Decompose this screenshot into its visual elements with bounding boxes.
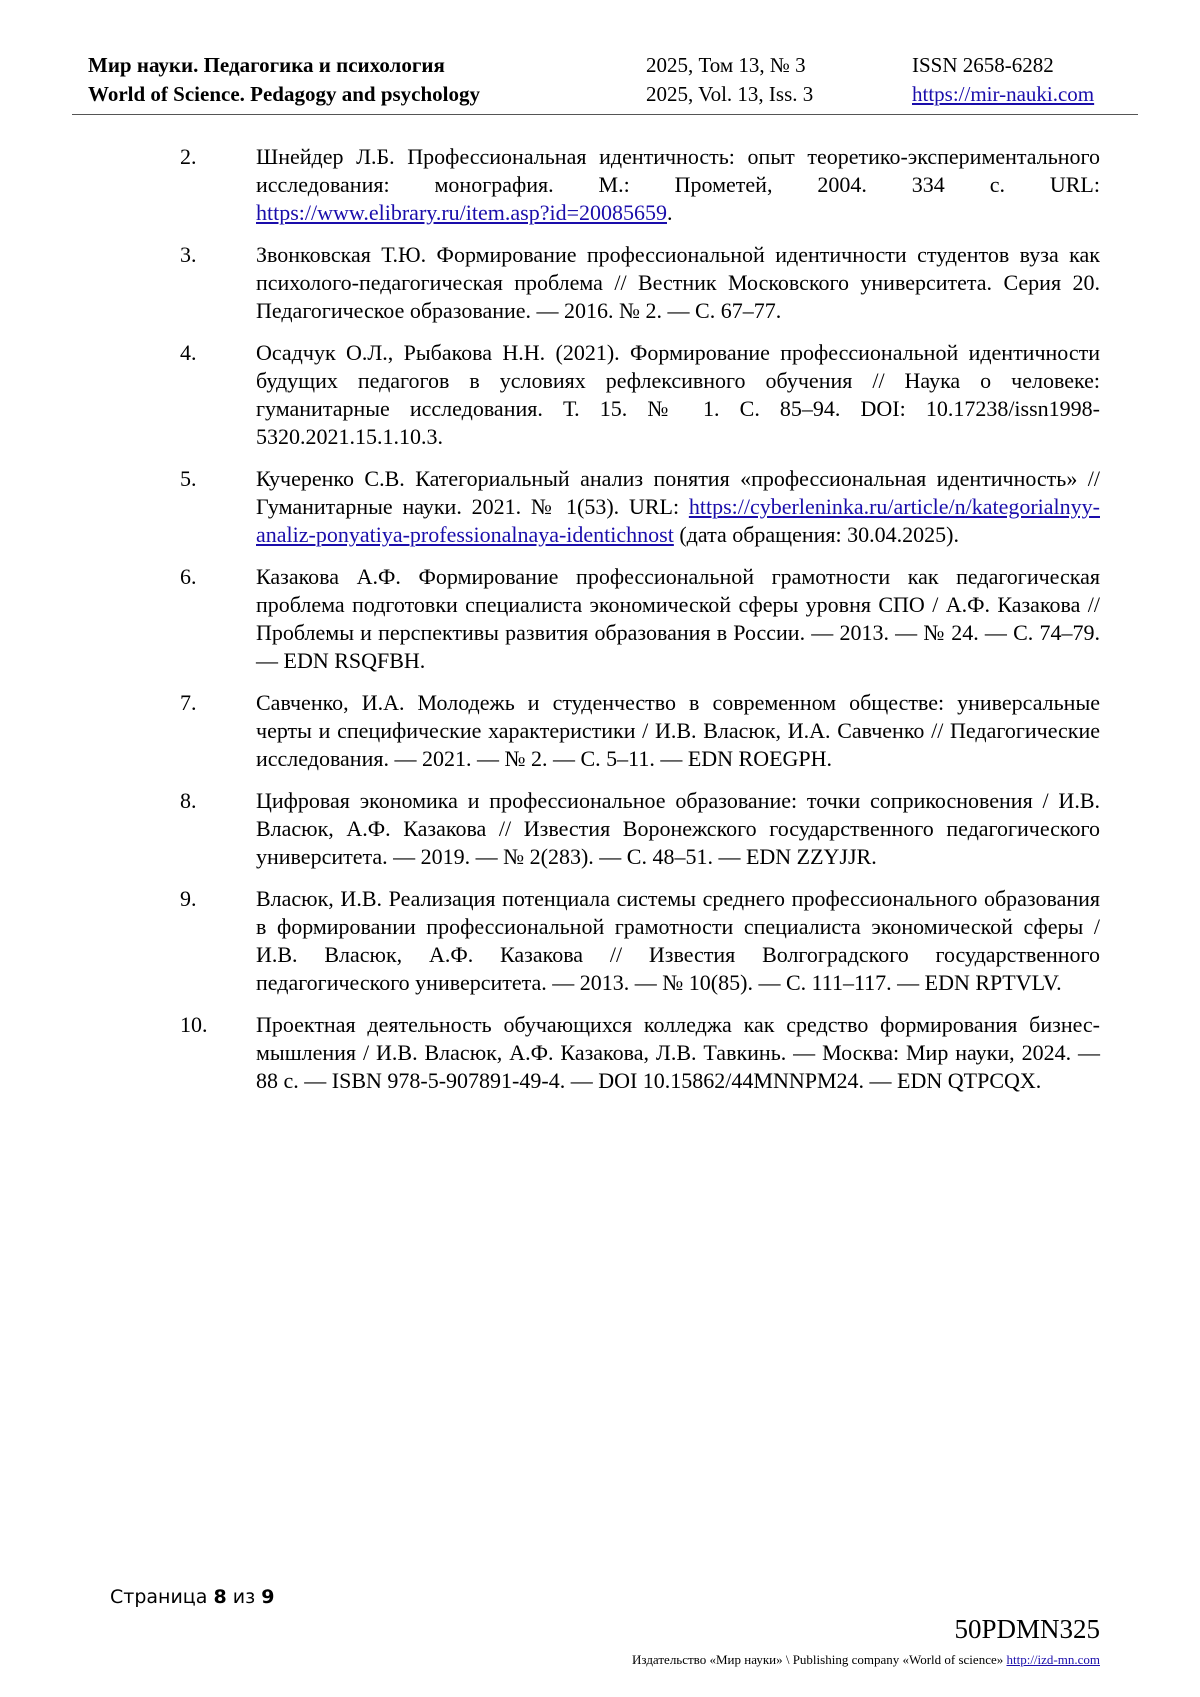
publisher-text: Издательство «Мир науки» \ Publishing company «World of science» [632, 1652, 1007, 1667]
reference-number: 2 . [180, 143, 197, 171]
reference-item [180, 143, 1100, 227]
reference-number: 6 . [180, 563, 197, 591]
page-total: 9 [261, 1586, 275, 1608]
reference-number: 7 . [180, 689, 197, 717]
journal-header [72, 50, 1138, 115]
page-of: из [232, 1586, 256, 1608]
reference-link[interactable]: https://www.elibrary.ru/item.asp?id=20085659 [256, 200, 667, 225]
reference-item [180, 241, 1100, 325]
reference-text: Цифровая экономика и профессиональное образование: точки соприкосновения / И.В. Власюк, А.Ф. Казакова // Известия Воронежского государственного педагогического университета. — 2019. — № 2(283). — С. 48–51. — EDN ZZYJJR. [256, 788, 1100, 869]
reference-list [180, 143, 1100, 1109]
reference-item [180, 563, 1100, 675]
issue-info-ru: 2025, Том 13, № 3 [646, 53, 806, 77]
reference-number: 5 . [180, 465, 197, 493]
reference-item [180, 339, 1100, 451]
journal-site-link[interactable]: https://mir-nauki.com [912, 82, 1095, 106]
reference-text: Савченко, И.А. Молодежь и студенчество в современном обществе: универсальные черты и специфические характеристики / И.В. Власюк, И.А. Савченко // Педагогические исследования. — 2021. — № 2. — С. 5–11. — EDN ROEGPH. [256, 690, 1100, 771]
journal-title-en: World of Science. Pedagogy and psychology [88, 82, 481, 106]
reference-item [180, 787, 1100, 871]
reference-item [180, 885, 1100, 997]
reference-number: 3 . [180, 241, 197, 269]
reference-link[interactable]: https://cyberleninka.ru/article/n/kategorialnyy-analiz-ponyatiya-professionalnaya-identichnost [256, 494, 1100, 547]
reference-number: 8 . [180, 787, 197, 815]
reference-tail: . [667, 200, 673, 225]
reference-text: Звонковская Т.Ю. Формирование профессиональной идентичности студентов вуза как психолого-педагогическая проблема // Вестник Московского университета. Серия 20. Педагогическое образование. — 2016. № 2. — С. 67–77. [256, 242, 1100, 323]
reference-item [180, 1011, 1100, 1095]
reference-number: 4 . [180, 339, 197, 367]
reference-number: 9 . [180, 885, 197, 913]
reference-text: Казакова А.Ф. Формирование профессиональной грамотности как педагогическая проблема подготовки специалиста экономической сферы уровня СПО / А.Ф. Казакова // Проблемы и перспективы развития образования в России. — 2013. — № 24. — С. 74–79. — EDN RSQFBH. [256, 564, 1100, 673]
article-code: 50PDMN325 [954, 1614, 1100, 1644]
issn: ISSN 2658-6282 [912, 53, 1054, 77]
reference-tail: (дата обращения: 30.04.2025). [673, 522, 959, 547]
reference-text: Власюк, И.В. Реализация потенциала системы среднего профессионального образования в формировании профессиональной грамотности специалиста экономической сферы / И.В. Власюк, А.Ф. Казакова // Известия Волгоградского государственного педагогического университета. — 2013. — № 10(85). — С. 111–117. — EDN RPTVLV. [256, 886, 1100, 995]
page-label: Страница [110, 1586, 208, 1608]
issue-info-en: 2025, Vol. 13, Iss. 3 [646, 82, 814, 106]
header-row-ru [72, 50, 1138, 80]
reference-item [180, 465, 1100, 549]
reference-text: Осадчук О.Л., Рыбакова Н.Н. (2021). Формирование профессиональной идентичности будущих педагогов в условиях рефлексивного обучения // Наука о человеке: гуманитарные исследования. Т. 15. № 1. С. 85–94. DOI: 10.17238/issn1998-5320.2021.15.1.10.3. [256, 340, 1100, 449]
reference-text: Проектная деятельность обучающихся колледжа как средство формирования бизнес-мышления / И.В. Власюк, А.Ф. Казакова, Л.В. Тавкинь. — Москва: Мир науки, 2024. — 88 с. — ISBN 978-5-907891-49-4. — DOI 10.15862/44MNNPM24. — EDN QTPCQX. [256, 1012, 1100, 1093]
reference-text: Шнейдер Л.Б. Профессиональная идентичность: опыт теоретико-экспериментального исследования: монография. М.: Прометей, 2004. 334 с. URL: [256, 144, 1100, 197]
reference-text: Кучеренко С.В. Категориальный анализ понятия «профессиональная идентичность» // Гуманитарные науки. 2021. № 1(53). URL: [256, 466, 1100, 519]
header-row-en [72, 79, 1138, 109]
publisher-link[interactable]: http://izd-mn.com [1006, 1652, 1100, 1667]
reference-item [180, 689, 1100, 773]
publisher-line [632, 1652, 1100, 1668]
reference-number: 10 . [180, 1011, 208, 1039]
journal-title-ru: Мир науки. Педагогика и психология [88, 53, 445, 77]
page-counter [110, 1586, 274, 1608]
page-current: 8 [213, 1586, 227, 1608]
